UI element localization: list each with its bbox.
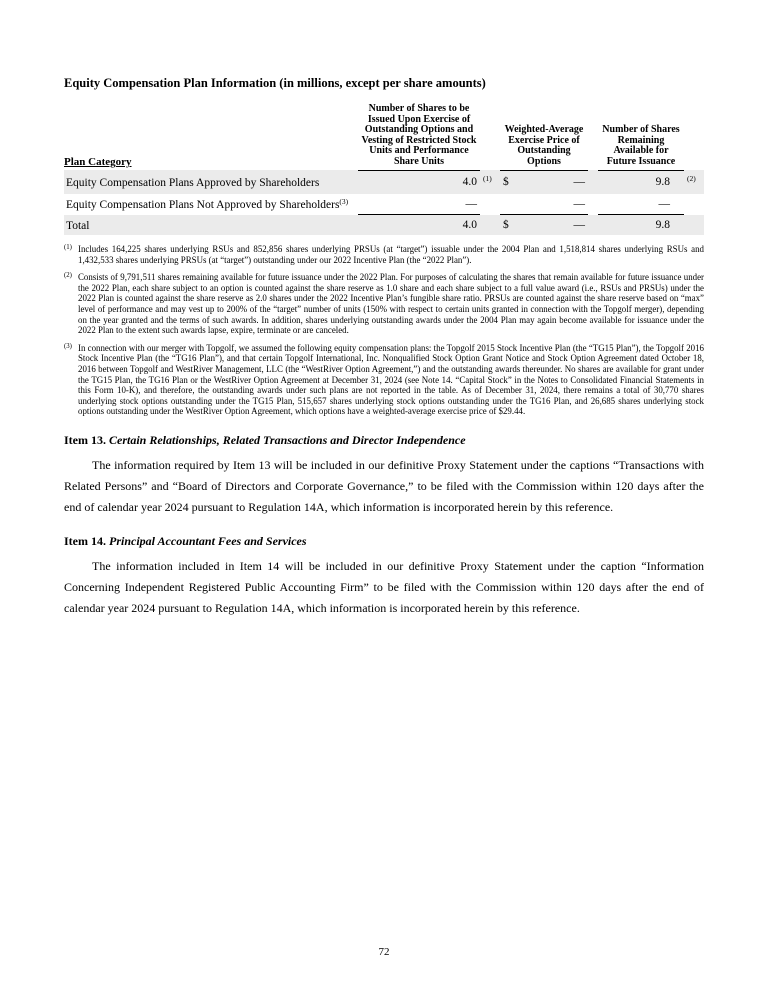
footnote-2 <box>64 272 704 336</box>
footnote-marker: (2) <box>64 272 72 280</box>
spacer-cell <box>480 215 500 236</box>
cell-shares-issued: — <box>358 194 480 215</box>
header-spacer <box>480 104 500 170</box>
cell-category: Total <box>64 215 358 236</box>
spacer-cell <box>588 170 598 194</box>
footnote-ref-3: (3) <box>339 197 349 207</box>
cell-exercise-price: $ — <box>500 215 588 236</box>
item-13-paragraph: The information required by Item 13 will be included in our definitive Proxy Statement under the captions “Transactions with Related Persons” and “Board of Directors and Corporate Governance,” to be filed with the Commission within 120 days after the end of calendar year 2024 pursuant to Regulation 14A, which information is incorporated herein by this reference. <box>64 457 704 514</box>
item-13-heading <box>64 432 704 449</box>
table-title: Equity Compensation Plan Information (in millions, except per share amounts) <box>64 76 486 90</box>
page-number: 72 <box>378 946 390 958</box>
footnote-text: In connection with our merger with Topgolf, we assumed the following equity compensation plans: the Topgolf 2015 Stock Incentive Plan (the “TG15 Plan”), the Topgolf 2016 Stock Incentive Plan (the “TG16 Plan”), and that certain Topgolf International, Inc. Nonqualified Stock Option Grant Notice and Stock Option Agreement dated October 18, 2016 between Topgolf and WestRiver Management, LLC (the “WestRiver Option Agreement,”) and the outstanding awards thereunder. No shares are available for grant under the TG15 Plan, the TG16 Plan or the WestRiver Option Agreement at December 31, 2024 (see Note 14. “Capital Stock” in the Notes to Consolidated Financial Statements in this Form 10-K), and therefore, the outstanding awards under such plans are not reported in the table. As of December 31, 2024, there remains a total of 30,770 shares underlying stock options outstanding under the TG15 Plan, 515,657 shares underlying stock options outstanding under the TG16 Plan, and 26,685 shares underlying stock options outstanding under the WestRiver Option Agreement, which options have a weighted-average exercise price of $29.44. <box>78 342 704 417</box>
cell-category: Equity Compensation Plans Not Approved by Shareholders$^{(3)}$ <box>66 197 349 212</box>
column-header-plan-category: Plan Category <box>64 156 132 169</box>
cell-shares-remaining: — <box>598 194 684 215</box>
item-13-title: Certain Relationships, Related Transactions and Director Independence <box>109 432 466 447</box>
footnote-text: Consists of 9,791,511 shares remaining available for future issuance under the 2022 Plan. For purposes of calculating the shares that remain available for future issuance under the 2022 Plan, each share subject to an option is counted against the share reserve as 1.0 share and each share subject to a full value award (i.e., RSUs and PRSUs) under the 2022 Plan is counted against the share reserve as 2.0 shares under the 2022 Incentive Plan’s fungible share ratio. PRSUs are counted against the share reserve based on “max” level of performance and may vest up to 200% of the “target” number of units (150% with respect to certain units granted in connection with the Topgolf merger), depending on the year granted and the terms of such awards. In addition, shares underlying outstanding awards under the 2004 Plan may again become available for issuance under the 2022 Plan to the extent such awards lapse, expire, terminate or are canceled. <box>78 272 704 336</box>
currency-symbol: $ <box>503 219 509 232</box>
currency-symbol: $ <box>503 176 509 189</box>
spacer-cell <box>684 215 704 236</box>
equity-compensation-table <box>64 104 704 235</box>
cell-category: Equity Compensation Plans Approved by Shareholders <box>64 170 358 194</box>
table-header-row <box>64 104 704 170</box>
spacer-cell <box>480 194 500 215</box>
item-14-paragraph: The information included in Item 14 will be included in our definitive Proxy Statement under the caption “Information Concerning Independent Registered Public Accounting Firm” to be filed with the Commission within 120 days after the end of calendar year 2024 pursuant to Regulation 14A, which information is incorporated herein by this reference. <box>64 558 704 615</box>
item-13-number: Item 13. <box>64 432 109 447</box>
header-spacer <box>588 104 598 170</box>
footnote-3 <box>64 343 704 417</box>
item-14-title: Principal Accountant Fees and Services <box>109 533 307 548</box>
cell-exercise-price: $ — <box>500 170 588 194</box>
column-header-exercise-price: Weighted-Average Exercise Price of Outstanding Options <box>500 104 588 170</box>
header-spacer <box>684 104 704 170</box>
cell-shares-issued: 4.0 <box>358 215 480 236</box>
item-14-heading <box>64 533 704 550</box>
footnote-ref-1: (1) <box>480 170 500 194</box>
column-header-shares-issued: Number of Shares to be Issued Upon Exercise of Outstanding Options and Vesting of Restricted Stock Units and Performance Share Units <box>358 104 480 170</box>
column-header-shares-remaining: Number of Shares Remaining Available for Future Issuance <box>598 104 684 170</box>
cell-exercise-price: — <box>500 194 588 215</box>
cell-shares-remaining: 9.8 <box>598 215 684 236</box>
item-14-number: Item 14. <box>64 533 109 548</box>
footnote-ref-2: (2) <box>684 170 704 194</box>
footnote-1 <box>64 244 704 265</box>
spacer-cell <box>684 194 704 215</box>
footnote-text: Includes 164,225 shares underlying RSUs and 852,856 shares underlying PRSUs (at “target”) issuable under the 2004 Plan and 1,518,814 shares underlying RSUs and 1,432,533 shares underlying PRSUs (at “target”) outstanding under our 2022 Incentive Plan (the “2022 Plan”). <box>78 244 704 265</box>
footnotes-section <box>64 244 704 417</box>
spacer-cell <box>588 215 598 236</box>
footnote-marker: (1) <box>64 244 72 252</box>
table-row-not-approved-plans <box>64 194 704 215</box>
cell-shares-issued: 4.0 <box>358 170 480 194</box>
footnote-marker: (3) <box>64 342 72 350</box>
table-row-total <box>64 215 704 236</box>
spacer-cell <box>588 194 598 215</box>
cell-shares-remaining: 9.8 <box>598 170 684 194</box>
table-row-approved-plans <box>64 170 704 194</box>
